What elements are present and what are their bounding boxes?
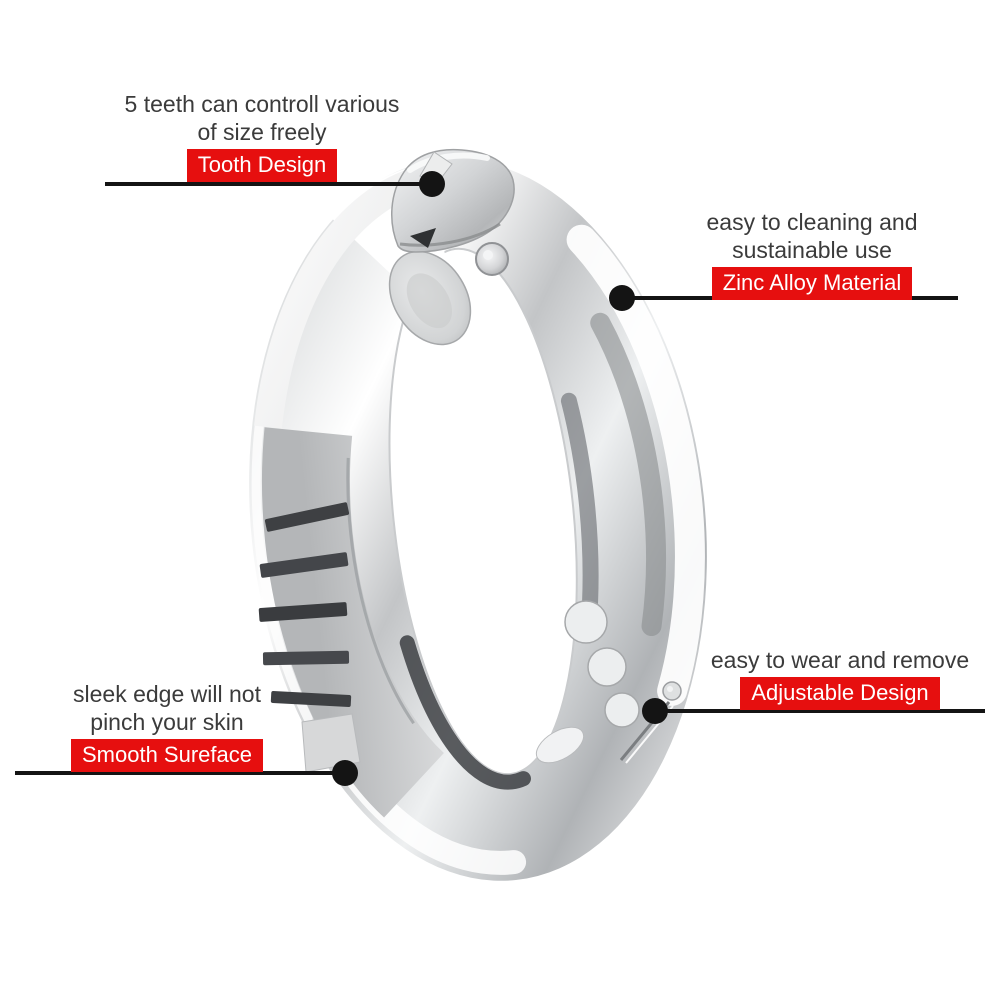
callout-zinc-alloy [642, 208, 982, 300]
callout-label-zinc-alloy: Zinc Alloy Material [712, 267, 913, 300]
leader-line-tooth-design [105, 182, 432, 186]
callout-text: sleek edge will not [73, 681, 261, 707]
gate-scallop [605, 693, 639, 727]
callout-text: sustainable use [732, 237, 892, 263]
callout-tooth-design [92, 90, 432, 182]
callout-text: easy to wear and remove [710, 647, 970, 673]
callout-text: 5 teeth can controll various [124, 91, 400, 117]
callout-text: pinch your skin [90, 709, 244, 735]
gate-scallop [588, 648, 626, 686]
leader-dot-zinc-alloy [609, 285, 635, 311]
callout-smooth-surface [0, 680, 337, 772]
leader-dot-adjustable [642, 698, 668, 724]
callout-text: of size freely [197, 119, 327, 145]
callout-label-adjustable: Adjustable Design [740, 677, 939, 710]
callout-label-smooth-surface: Smooth Sureface [71, 739, 263, 772]
callout-label-tooth-design: Tooth Design [187, 149, 337, 182]
tooth-stripe [263, 651, 349, 665]
screw-top [476, 243, 508, 275]
screw-top-shine [483, 250, 493, 260]
callout-adjustable [670, 646, 1000, 710]
callout-text: easy to cleaning and [706, 209, 918, 235]
gate-scallop [565, 601, 607, 643]
